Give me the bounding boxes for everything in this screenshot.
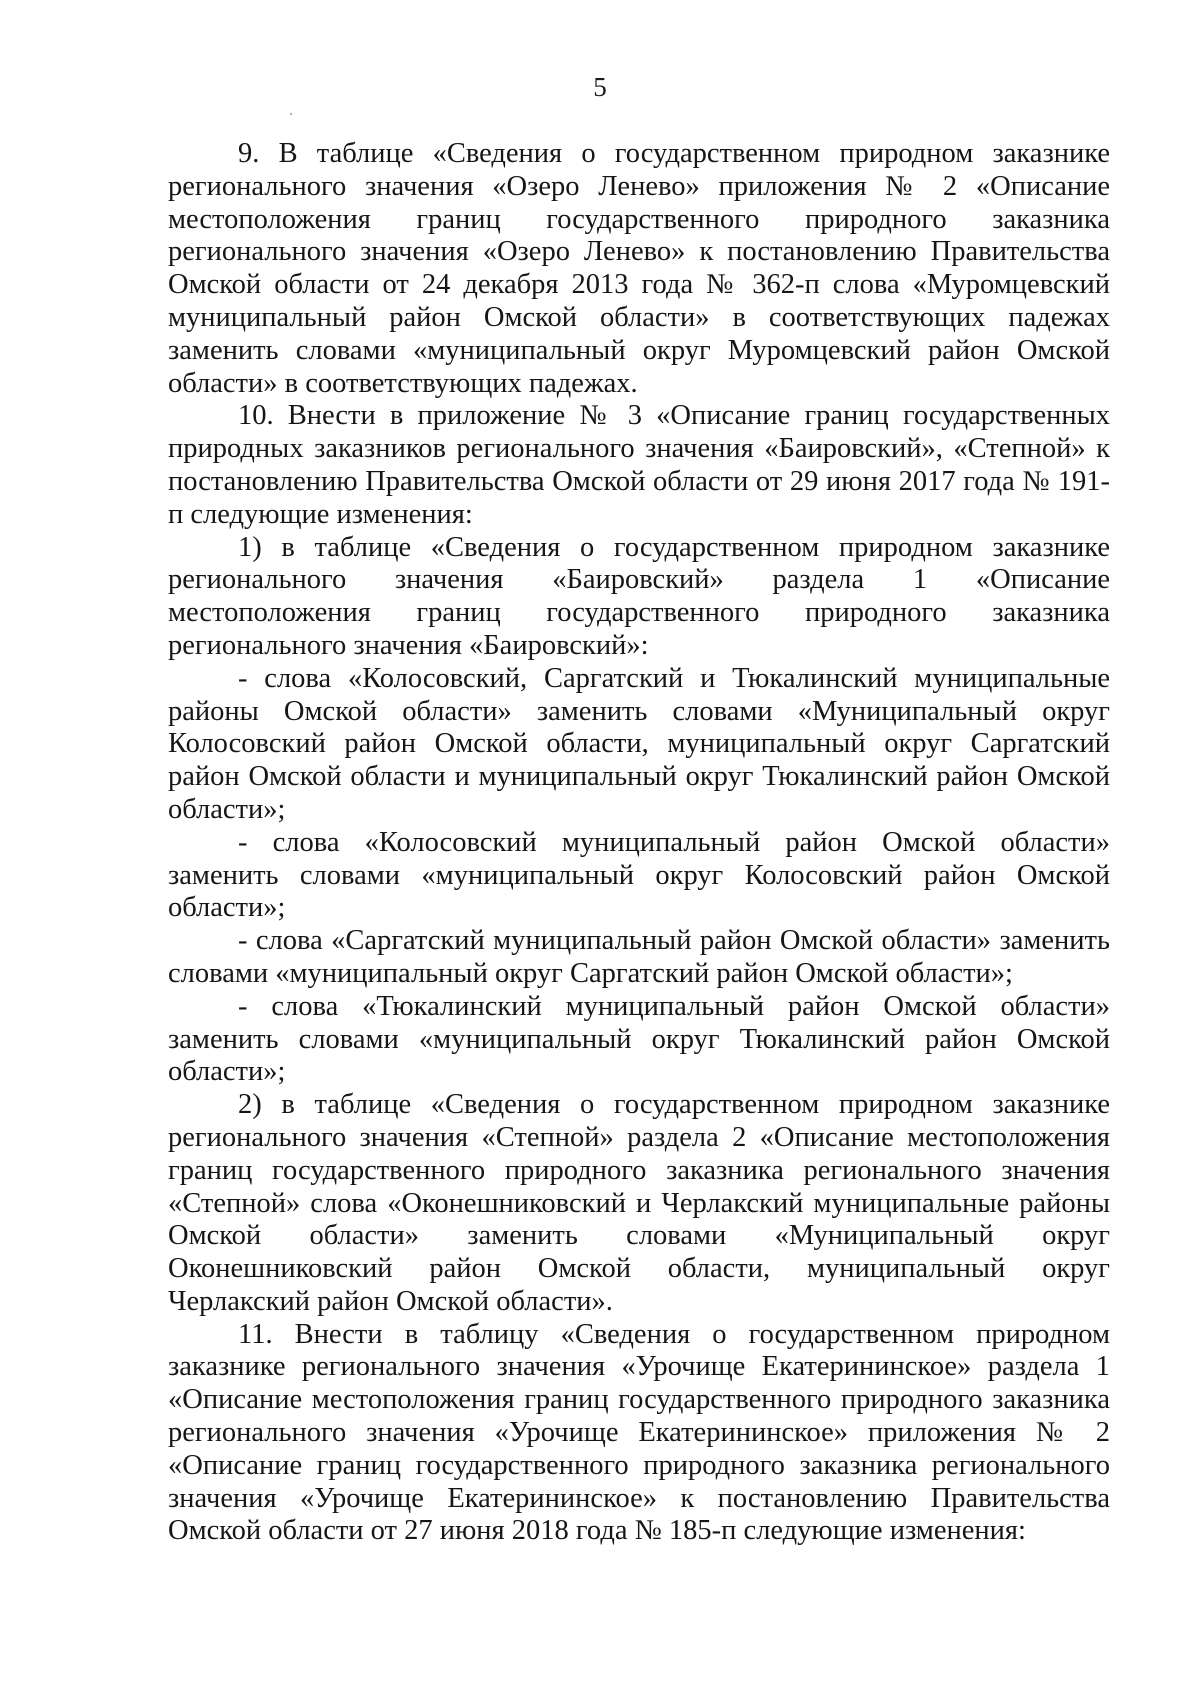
paragraph-subitem-2: 2) в таблице «Сведения о государственном природном заказнике регионального значения «Степной» раздела 2 «Описание местоположения границ государственного природного заказника регионального значения «Степной» слова «Оконешниковский и Черлакский муниципальные районы Омской области» заменить словами «Муниципальный округ Оконешниковский район Омской области, муниципальный округ Черлакский район Омской области». xyxy=(168,1089,1110,1317)
paragraph-dash-kolosovsky-sargatsky-tyukalinsky: - слова «Колосовский, Саргатский и Тюкалинский муниципальные районы Омской области» заменить словами «Муниципальный округ Колосовский район Омской области, муниципальный округ Саргатский район Омской области и муниципальный округ Тюкалинский район Омской области»; xyxy=(168,662,1110,825)
paragraph-dash-kolosovsky: - слова «Колосовский муниципальный район Омской области» заменить словами «муниципальный округ Колосовский район Омской области»; xyxy=(168,826,1110,924)
paragraph-item-11: 11. Внести в таблицу «Сведения о государственном природном заказнике регионального значения «Урочище Екатерининское» раздела 1 «Описание местоположения границ государственного природного заказника регионального значения «Урочище Екатерининское» приложения № 2 «Описание границ государственного природного заказника регионального значения «Урочище Екатерининское» к постановлению Правительства Омской области от 27 июня 2018 года № 185-п следующие изменения: xyxy=(168,1318,1110,1547)
paragraph-dash-sargatsky: - слова «Саргатский муниципальный район Омской области» заменить словами «муниципальный округ Саргатский район Омской области»; xyxy=(168,925,1110,989)
paragraph-subitem-1: 1) в таблице «Сведения о государственном природном заказнике регионального значения «Баировский» раздела 1 «Описание местоположения границ государственного природного заказника регионального значения «Баировский»: xyxy=(168,531,1110,661)
paragraph-dash-tyukalinsky: - слова «Тюкалинский муниципальный район Омской области» заменить словами «муниципальный округ Тюкалинский район Омской области»; xyxy=(168,990,1110,1088)
document-body xyxy=(168,138,1110,1548)
paragraph-item-10: 10. Внести в приложение № 3 «Описание границ государственных природных заказников регионального значения «Баировский», «Степной» к постановлению Правительства Омской области от 29 июня 2017 года № 191-п следующие изменения: xyxy=(168,400,1110,530)
page-number: 5 xyxy=(593,72,607,102)
paragraph-item-9: 9. В таблице «Сведения о государственном природном заказнике регионального значения «Озеро Ленево» приложения № 2 «Описание местоположения границ государственного природного заказника регионального значения «Озеро Ленево» к постановлению Правительства Омской области от 24 декабря 2013 года № 362-п слова «Муромцевский муниципальный район Омской области» в соответствующих падежах заменить словами «муниципальный округ Муромцевский район Омской области» в соответствующих падежах. xyxy=(168,138,1110,399)
scan-speck xyxy=(290,113,292,115)
